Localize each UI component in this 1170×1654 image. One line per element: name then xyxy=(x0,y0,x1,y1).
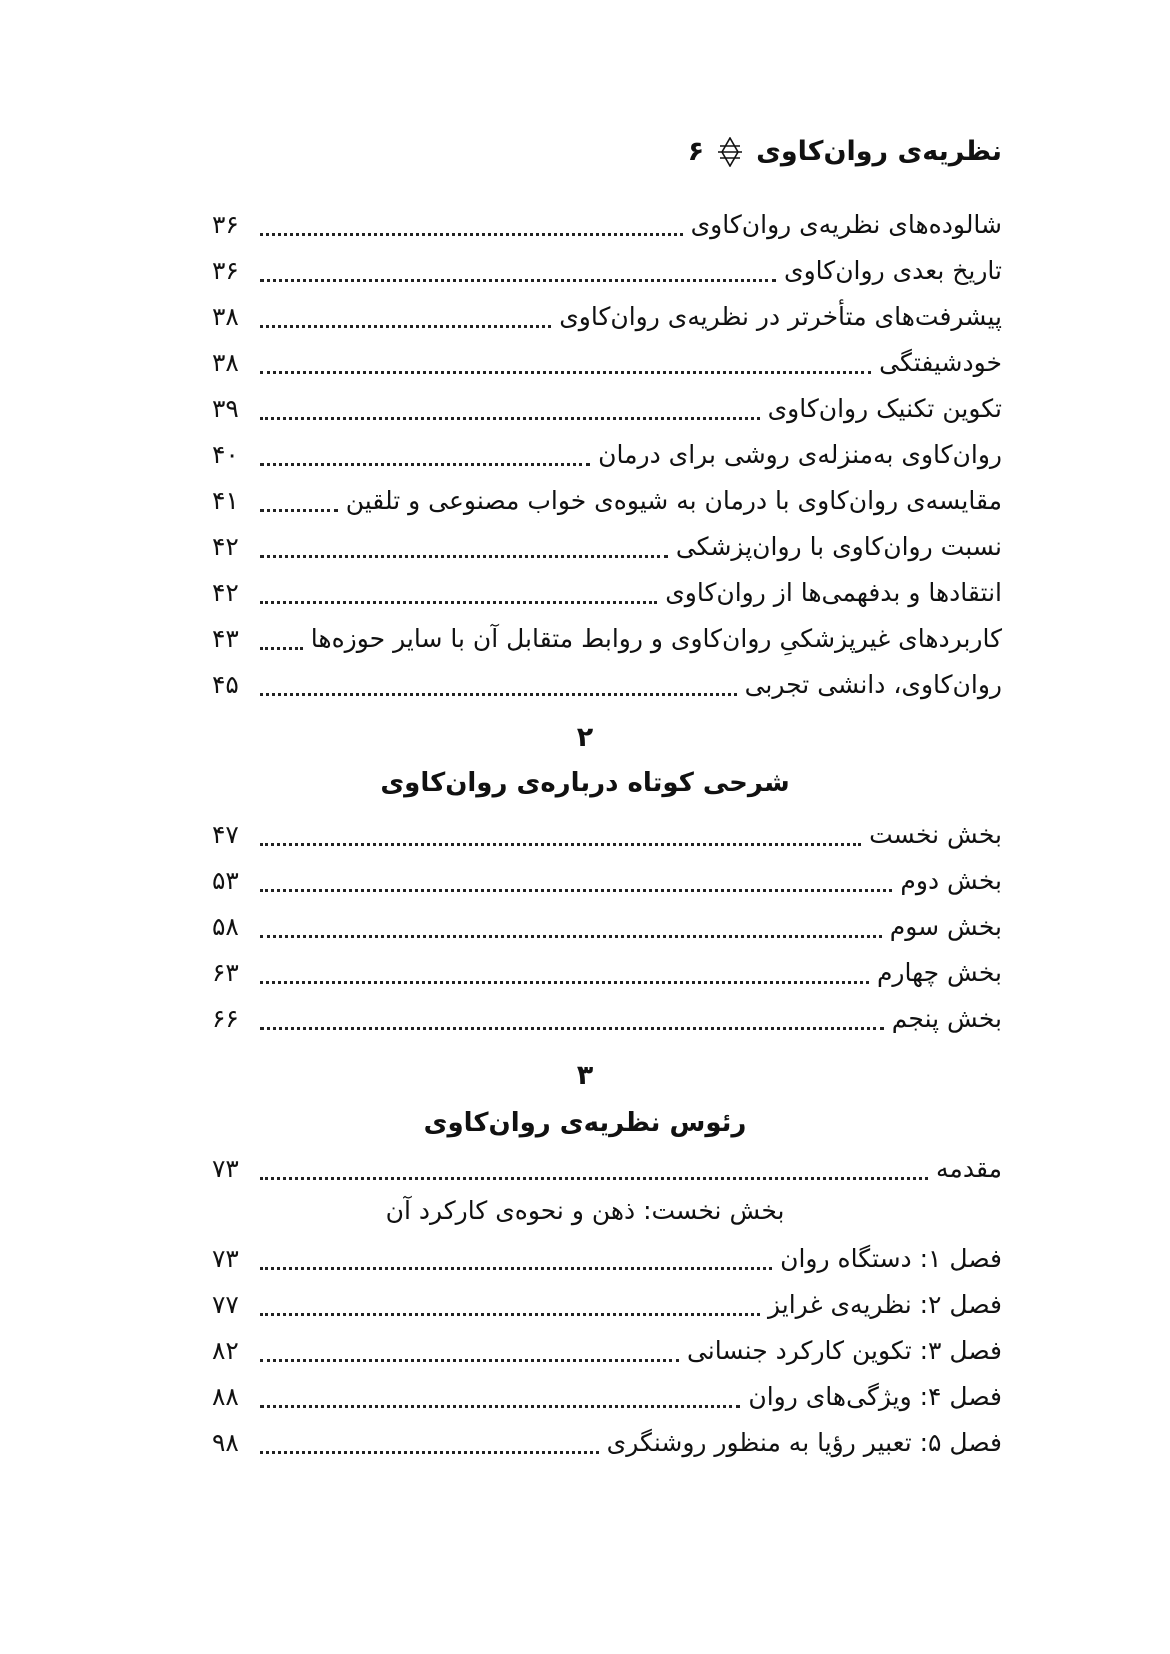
chapter-title: رئوس نظریه‌ی روان‌کاوی xyxy=(423,1108,747,1138)
toc-entry-title: شالوده‌های نظریه‌ی روان‌کاوی xyxy=(690,210,1002,239)
header-book-title: نظریه‌ی روان‌کاوی xyxy=(756,136,1002,167)
toc-entry[interactable] xyxy=(212,202,1002,248)
toc-entry-title: تکوین تکنیک روان‌کاوی xyxy=(767,394,1002,423)
toc-entry-page: ۴۱ xyxy=(212,486,239,515)
dot-leader xyxy=(260,601,657,604)
chapter-title: شرحی کوتاه درباره‌ی روان‌کاوی xyxy=(380,768,790,798)
toc-entry[interactable] xyxy=(212,1282,1002,1328)
toc-entry-page: ۴۲ xyxy=(212,578,239,607)
dot-leader xyxy=(260,843,861,846)
toc-entry-title: فصل ۴: ویژگی‌های روان xyxy=(748,1382,1002,1411)
dot-leader xyxy=(260,981,869,984)
toc-entry-page: ۷۳ xyxy=(212,1154,239,1183)
dot-leader xyxy=(260,647,303,650)
dot-leader xyxy=(260,1359,679,1362)
dot-leader xyxy=(260,935,882,938)
toc-entry-title: فصل ۵: تعبیر رؤیا به منظور روشنگری xyxy=(606,1428,1002,1457)
toc-entry-title: مقایسه‌ی روان‌کاوی با درمان به شیوه‌ی خواب مصنوعی و تلقین xyxy=(345,486,1002,515)
dot-leader xyxy=(260,1177,928,1180)
toc-entry[interactable] xyxy=(212,248,1002,294)
dot-leader xyxy=(260,1451,599,1454)
dot-leader xyxy=(260,279,776,282)
toc-entry-title: نسبت روان‌کاوی با روان‌پزشکی xyxy=(675,532,1002,561)
dot-leader xyxy=(260,889,892,892)
dot-leader xyxy=(260,1267,772,1270)
toc-entry-page: ۷۷ xyxy=(212,1290,239,1319)
toc-entry[interactable] xyxy=(212,1374,1002,1420)
toc-entry-title: روان‌کاوی به‌منزله‌ی روشی برای درمان xyxy=(598,440,1002,469)
toc-entry[interactable] xyxy=(212,812,1002,858)
toc-entry[interactable] xyxy=(212,524,1002,570)
toc-entry-page: ۶۶ xyxy=(212,1004,239,1033)
toc-entry-title: بخش نخست xyxy=(869,820,1002,849)
toc-entry[interactable] xyxy=(212,1328,1002,1374)
toc-entry[interactable] xyxy=(212,616,1002,662)
toc-entry-title: تاریخ بعدی روان‌کاوی xyxy=(784,256,1002,285)
toc-entry-title: خودشیفتگی xyxy=(879,348,1002,377)
toc-entry[interactable] xyxy=(212,950,1002,996)
toc-entry[interactable] xyxy=(212,858,1002,904)
toc-entry-title: کاربردهای غیرپزشکیِ روان‌کاوی و روابط متقابل آن با سایر حوزه‌ها xyxy=(310,624,1002,653)
toc-entry[interactable] xyxy=(212,996,1002,1042)
dot-leader xyxy=(260,1027,884,1030)
toc-entry[interactable] xyxy=(212,662,1002,708)
toc-entry-title: فصل ۳: تکوین کارکرد جنسانی xyxy=(686,1336,1002,1365)
toc-entry-title: بخش دوم xyxy=(900,866,1002,895)
toc-entry[interactable] xyxy=(212,386,1002,432)
toc-entry[interactable] xyxy=(212,432,1002,478)
toc-entry-title: فصل ۲: نظریه‌ی غرایز xyxy=(767,1290,1002,1319)
toc-entry-title: فصل ۱: دستگاه روان xyxy=(780,1244,1002,1273)
toc-entry-title: بخش پنجم xyxy=(891,1004,1002,1033)
toc-entry-page: ۸۸ xyxy=(212,1382,239,1411)
toc-entry[interactable] xyxy=(212,904,1002,950)
toc-entry-title: بخش چهارم xyxy=(876,958,1002,987)
toc-entry-title: مقدمه xyxy=(936,1154,1002,1183)
toc-entry-page: ۴۷ xyxy=(212,820,239,849)
toc-entry-page: ۴۵ xyxy=(212,670,239,699)
diamond-ornament-icon xyxy=(718,137,742,167)
toc-entry-title: روان‌کاوی، دانشی تجربی xyxy=(744,670,1002,699)
toc-entry-page: ۳۶ xyxy=(212,256,239,285)
header-page-number: ۶ xyxy=(687,136,705,167)
toc-entry-page: ۷۳ xyxy=(212,1244,239,1273)
toc-entry-page: ۴۰ xyxy=(212,440,239,469)
chapter-number: ۳ xyxy=(576,1060,594,1091)
toc-entry-page: ۳۹ xyxy=(212,394,239,423)
toc-entry-page: ۵۸ xyxy=(212,912,239,941)
toc-entry-page: ۵۳ xyxy=(212,866,239,895)
toc-entry-page: ۳۸ xyxy=(212,302,239,331)
dot-leader xyxy=(260,325,551,328)
toc-entry-page: ۳۸ xyxy=(212,348,239,377)
toc-entry[interactable] xyxy=(212,1146,1002,1192)
dot-leader xyxy=(260,1313,760,1316)
toc-entry-page: ۳۶ xyxy=(212,210,239,239)
toc-chapter-2 xyxy=(212,812,1002,1042)
toc-entry-page: ۶۳ xyxy=(212,958,239,987)
toc-chapter-3-intro xyxy=(212,1146,1002,1192)
running-header xyxy=(688,136,1002,167)
toc-entry-page: ۹۸ xyxy=(212,1428,239,1457)
toc-entry[interactable] xyxy=(212,1236,1002,1282)
dot-leader xyxy=(260,463,590,466)
toc-section-1 xyxy=(212,202,1002,708)
toc-entry[interactable] xyxy=(212,478,1002,524)
toc-entry[interactable] xyxy=(212,1420,1002,1466)
toc-chapter-3 xyxy=(212,1236,1002,1466)
toc-entry[interactable] xyxy=(212,570,1002,616)
dot-leader xyxy=(260,417,760,420)
toc-entry-title: بخش سوم xyxy=(889,912,1002,941)
chapter-number: ۲ xyxy=(576,722,594,753)
dot-leader xyxy=(260,693,737,696)
dot-leader xyxy=(260,233,683,236)
toc-entry-title: پیشرفت‌های متأخرتر در نظریه‌ی روان‌کاوی xyxy=(559,302,1002,331)
toc-entry-page: ۸۲ xyxy=(212,1336,239,1365)
toc-entry[interactable] xyxy=(212,340,1002,386)
toc-entry[interactable] xyxy=(212,294,1002,340)
toc-entry-page: ۴۳ xyxy=(212,624,239,653)
dot-leader xyxy=(260,1405,740,1408)
dot-leader xyxy=(260,371,871,374)
part-heading: بخش نخست: ذهن و نحوه‌ی کارکرد آن xyxy=(385,1196,785,1225)
toc-entry-title: انتقادها و بدفهمی‌ها از روان‌کاوی xyxy=(665,578,1002,607)
dot-leader xyxy=(260,509,338,512)
toc-entry-page: ۴۲ xyxy=(212,532,239,561)
dot-leader xyxy=(260,555,668,558)
